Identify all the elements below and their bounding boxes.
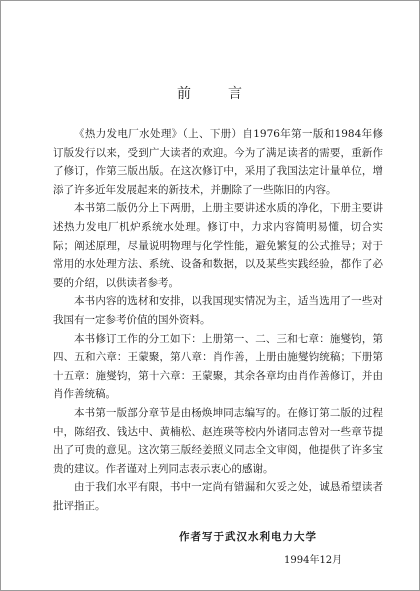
page-title [1, 83, 419, 103]
paragraph-3: 本书内容的选材和安排，以我国现实情况为主，适当选用了一些对我国有一定参考价值的国外资料。 [53, 295, 383, 326]
author-signature: 作者写于武汉水利电力大学 [179, 531, 317, 543]
title-char-1: 前 [177, 86, 192, 102]
paragraph-1: 《热力发电厂水处理》（上、下册）自1976年第一版和1984年修订版发行以来，受到广大读者的欢迎。今为了满足读者的需要，重新作了修订，作第三版出版。在这次修订中，采用了我国法定计量单位，增添了许多近年发展起来的新技术，并删除了一些陈旧的内容。 [53, 128, 383, 196]
paragraph-4: 本书修订工作的分工如下：上册第一、二、三和七章：施燮钧，第四、五和六章：王蒙聚，第八章：肖作善，上册由施燮钧统稿；下册第十五章：施燮钧，第十六章：王蒙聚，其余各章均由肖作善修订，并由肖作善统稿。 [53, 332, 383, 401]
paragraph-2: 本书第二版仍分上下两册，上册主要讲述水质的净化，下册主要讲述热力发电厂机炉系统水处理。修订中，力求内容简明易懂，切合实际；阐述原理，尽量说明物理与化学性能，避免繁复的公式推导；对于常用的水处理方法、系统、设备和数据，以及某些实践经验，都作了必要的介绍，以供读者参考。 [53, 202, 383, 289]
preface-body [53, 125, 383, 515]
paragraph-6: 由于我们水平有限，书中一定尚有错漏和欠妥之处，诚恳希望读者批评指正。 [53, 481, 383, 512]
title-char-2: 言 [228, 86, 243, 102]
preface-date: 1994年12月 [284, 555, 343, 566]
paragraph-5: 本书第一版部分章节是由杨焕坤同志编写的。在修订第二版的过程中，陈绍孜、钱达中、黄楠松、赵连瑛等校内外诸同志曾对一些章节提出了可贵的意见。这次第三版经姜照义同志全文审阅，他提供了许多宝贵的建议。作者谨对上列同志表示衷心的感谢。 [53, 406, 383, 475]
